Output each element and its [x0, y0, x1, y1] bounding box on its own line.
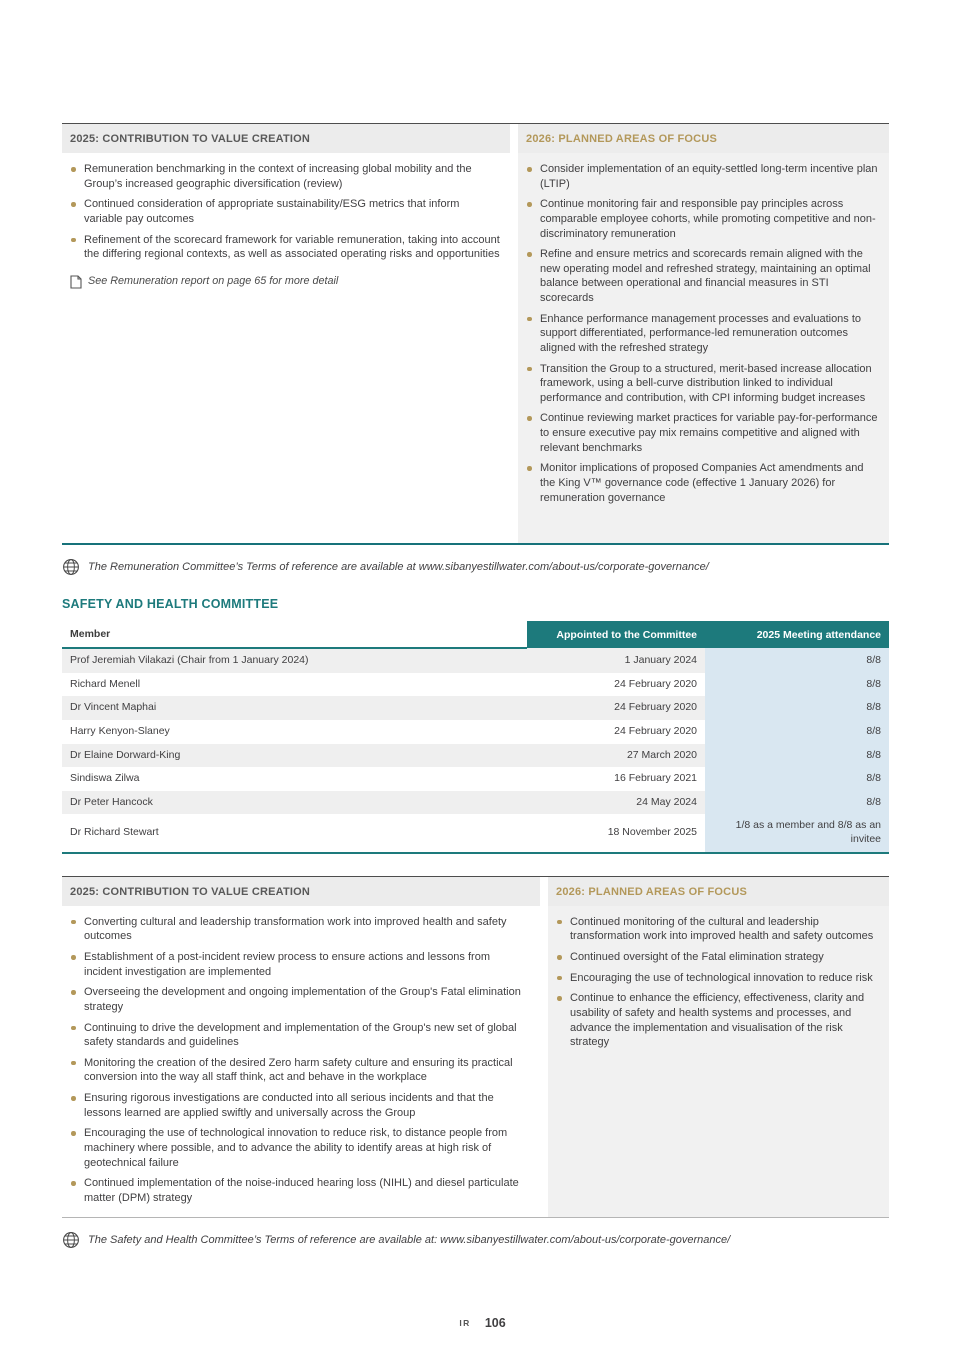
- remuneration-2025-column: [62, 124, 510, 543]
- contribution-2025-header: 2025: CONTRIBUTION TO VALUE CREATION: [62, 877, 540, 906]
- table-row: [62, 767, 889, 791]
- table-row: [62, 673, 889, 697]
- planned-focus-2026-header: 2026: PLANNED AREAS OF FOCUS: [548, 877, 889, 906]
- meeting-attendance: 8/8: [705, 767, 889, 791]
- bullet-item: Refinement of the scorecard framework for variable remuneration, taking into account the differing regional contexts, as well as associated operating risks and opportunities: [70, 233, 500, 262]
- contribution-2025-header: 2025: CONTRIBUTION TO VALUE CREATION: [62, 124, 510, 153]
- page-footer: [0, 1314, 965, 1332]
- bullet-item: Continued monitoring of the cultural and leadership transformation work into improved health and safety outcomes: [556, 915, 879, 944]
- bullet-item: Continue reviewing market practices for variable pay-for-performance to ensure executive pay mix remains competitive and aligned with relevant benchmarks: [526, 411, 879, 455]
- table-row: [62, 696, 889, 720]
- globe-icon: [62, 1231, 80, 1249]
- bullet-item: Continue to enhance the efficiency, effectiveness, clarity and usability of safety and health systems and processes, and advance the implementation and visualisation of the risk strategy: [556, 991, 879, 1050]
- remuneration-report-reference: [70, 274, 500, 289]
- table-row: [62, 744, 889, 768]
- meeting-attendance: 8/8: [705, 791, 889, 815]
- meeting-attendance: 8/8: [705, 648, 889, 673]
- bullet-item: Monitoring the creation of the desired Zero harm safety culture and ensuring its practical conversion into the way all staff think, act and behave in the workplace: [70, 1056, 530, 1085]
- table-row: [62, 720, 889, 744]
- member-name: Sindiswa Zilwa: [62, 767, 527, 791]
- safety-2025-column: [62, 877, 540, 1218]
- planned-focus-2026-header: 2026: PLANNED AREAS OF FOCUS: [518, 124, 889, 153]
- page-content: [62, 0, 889, 1249]
- safety-2026-column: [548, 877, 889, 1218]
- bullet-item: Encouraging the use of technological innovation to reduce risk, to distance people from machinery where possible, and to advance the ability to identify areas at high risk of geotechnical failure: [70, 1126, 530, 1170]
- bullet-item: Monitor implications of proposed Companies Act amendments and the King V™ governance code (effective 1 January 2026) for remuneration governance: [526, 461, 879, 505]
- bullet-item: Continued consideration of appropriate sustainability/ESG metrics that inform variable pay outcomes: [70, 197, 500, 226]
- appointed-date: 24 May 2024: [527, 791, 705, 815]
- safety-contribution-2025-list: [62, 915, 540, 1206]
- member-name: Dr Vincent Maphai: [62, 696, 527, 720]
- bullet-item: Continuing to drive the development and implementation of the Group's new set of global safety standards and guidelines: [70, 1021, 530, 1050]
- page-number: 106: [484, 1315, 506, 1330]
- remuneration-terms-note-text: The Remuneration Committee’s Terms of reference are available at www.sibanyestillwater.com/about-us/corporate-governance/: [88, 561, 709, 573]
- report-label: IR: [459, 1317, 471, 1328]
- remuneration-terms-note: [62, 558, 889, 576]
- safety-committee-table: [62, 621, 889, 854]
- member-name: Harry Kenyon-Slaney: [62, 720, 527, 744]
- table-header-row: [62, 621, 889, 648]
- remuneration-2026-column: [518, 124, 889, 543]
- bullet-item: Remuneration benchmarking in the context of increasing global mobility and the Group’s increased geographic diversification (review): [70, 162, 500, 191]
- member-name: Prof Jeremiah Vilakazi (Chair from 1 January 2024): [62, 648, 527, 673]
- table-row: [62, 648, 889, 673]
- bullet-item: Continue monitoring fair and responsible pay principles across comparable employee cohorts, while promoting competitive and non-discriminatory remuneration: [526, 197, 879, 241]
- safety-focus-section: [62, 876, 889, 1219]
- member-name: Dr Elaine Dorward-King: [62, 744, 527, 768]
- bullet-item: Enhance performance management processes and evaluations to support differentiated, performance-led remuneration outcomes aligned with the refreshed strategy: [526, 312, 879, 356]
- bullet-item: Establishment of a post-incident review process to ensure actions and lessons from incident investigation are implemented: [70, 950, 530, 979]
- meeting-attendance: 8/8: [705, 744, 889, 768]
- safety-terms-note: [62, 1231, 889, 1249]
- appointed-date: 1 January 2024: [527, 648, 705, 673]
- appointed-date: 16 February 2021: [527, 767, 705, 791]
- meeting-attendance: 8/8: [705, 673, 889, 697]
- appointed-date: 18 November 2025: [527, 814, 705, 852]
- remuneration-focus-section: [62, 123, 889, 545]
- appointed-date: 24 February 2020: [527, 720, 705, 744]
- meeting-attendance: 8/8: [705, 720, 889, 744]
- meeting-attendance: 1/8 as a member and 8/8 as an invitee: [705, 814, 889, 852]
- bullet-item: Encouraging the use of technological innovation to reduce risk: [556, 971, 879, 986]
- bullet-item: Refine and ensure metrics and scorecards remain aligned with the new operating model and refreshed strategy, maintaining an optimal balance between operational and financial measures in STI scorecards: [526, 247, 879, 306]
- table-row: [62, 814, 889, 852]
- table-row: [62, 791, 889, 815]
- member-name: Richard Menell: [62, 673, 527, 697]
- globe-icon: [62, 558, 80, 576]
- bullet-item: Consider implementation of an equity-settled long-term incentive plan (LTIP): [526, 162, 879, 191]
- bullet-item: Transition the Group to a structured, merit-based increase allocation framework, using a bell-curve distribution linked to individual performance and contribution, with CPI informing budget increases: [526, 362, 879, 406]
- safety-terms-note-text: The Safety and Health Committee’s Terms of reference are available at: www.sibanyestillwater.com/about-us/corporate-governance/: [88, 1234, 731, 1247]
- contribution-2025-list: [62, 162, 510, 262]
- meeting-attendance: 8/8: [705, 696, 889, 720]
- remuneration-report-note-text: See Remuneration report on page 65 for more detail: [88, 274, 339, 287]
- planned-focus-2026-list: [518, 162, 889, 505]
- appointed-date: 24 February 2020: [527, 673, 705, 697]
- column-header-attendance: 2025 Meeting attendance: [705, 621, 889, 648]
- document-icon: [70, 275, 82, 289]
- appointed-date: 24 February 2020: [527, 696, 705, 720]
- column-header-member: Member: [62, 621, 527, 648]
- bullet-item: Ensuring rigorous investigations are conducted into all serious incidents and that the lessons learned are applied swiftly and universally across the Group: [70, 1091, 530, 1120]
- column-header-appointed: Appointed to the Committee: [527, 621, 705, 648]
- bullet-item: Converting cultural and leadership transformation work into improved health and safety outcomes: [70, 915, 530, 944]
- bullet-item: Overseeing the development and ongoing implementation of the Group's Fatal elimination strategy: [70, 985, 530, 1014]
- safety-committee-title: SAFETY AND HEALTH COMMITTEE: [62, 597, 279, 611]
- bullet-item: Continued implementation of the noise-induced hearing loss (NIHL) and diesel particulate matter (DPM) strategy: [70, 1176, 530, 1205]
- safety-planned-focus-2026-list: [548, 915, 889, 1050]
- bullet-item: Continued oversight of the Fatal elimination strategy: [556, 950, 879, 965]
- member-name: Dr Richard Stewart: [62, 814, 527, 852]
- member-name: Dr Peter Hancock: [62, 791, 527, 815]
- appointed-date: 27 March 2020: [527, 744, 705, 768]
